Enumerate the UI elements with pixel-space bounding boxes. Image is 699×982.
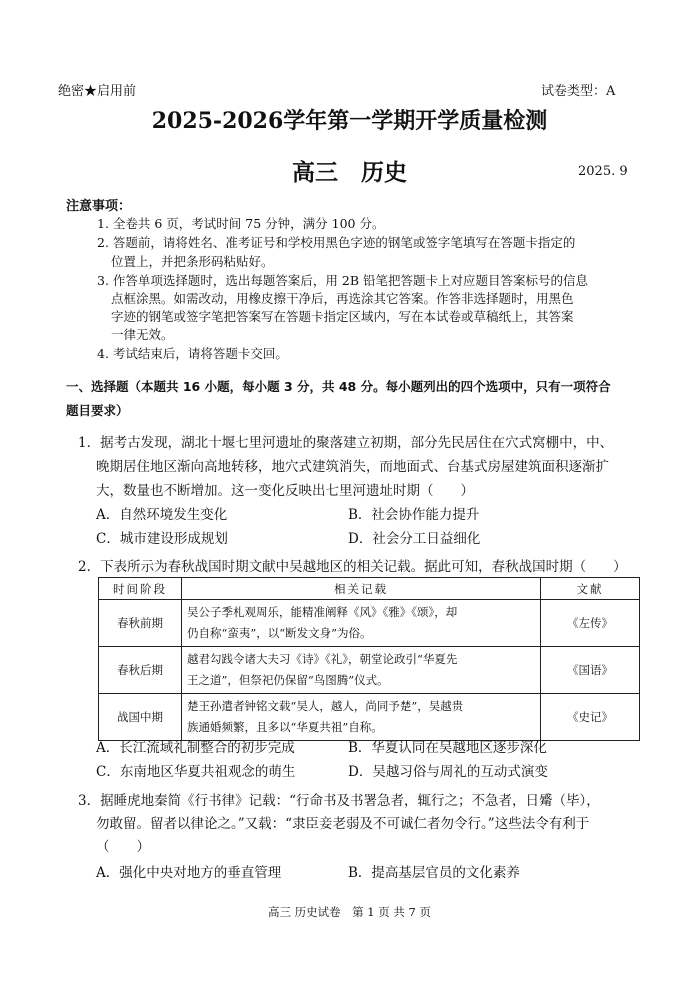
notice-heading: 注意事项： <box>66 199 132 214</box>
table-row <box>99 694 640 741</box>
q3-option-b: B．提高基层官员的文化素养 <box>348 865 520 881</box>
notice-item: 4. 考试结束后，请将答题卡交回。 <box>97 346 288 361</box>
q3-option-a: A．强化中央对地方的垂直管理 <box>96 865 282 881</box>
table-cell-stage: 春秋前期 <box>99 600 182 647</box>
q2-stem: 2．下表所示为春秋战国时期文献中吴越地区的相关记载。据此可知，春秋战国时期（ ） <box>78 559 627 575</box>
notice-item: 一律无效。 <box>111 327 174 342</box>
section-heading-cont: 题目要求） <box>66 403 129 418</box>
notice-item: 1. 全卷共 6 页，考试时间 75 分钟，满分 100 分。 <box>97 216 385 231</box>
record-line: 王之道”，但祭祀仍保留“鸟图腾”仪式。 <box>187 673 389 687</box>
table-header-row <box>99 578 640 600</box>
table-cell-record <box>182 600 541 647</box>
record-line: 越君勾践令诸大夫习《诗》《礼》，朝堂论政引“华夏先 <box>187 652 458 666</box>
q2-records-table <box>98 577 640 741</box>
table-cell-source: 《左传》 <box>541 600 640 647</box>
table-row <box>99 647 640 694</box>
q1-stem: 大，数量也不断增加。这一变化反映出七里河遗址时期（ ） <box>96 483 474 499</box>
q1-option-a: A．自然环境发生变化 <box>96 507 228 523</box>
page-footer: 高三 历史试卷 第 1 页 共 7 页 <box>267 905 432 919</box>
q1-option-b: B．社会协作能力提升 <box>348 507 480 523</box>
table-cell-stage: 春秋后期 <box>99 647 182 694</box>
notice-item: 3. 作答单项选择题时，选出每题答案后，用 2B 铅笔把答题卡上对应题目答案标号的信息 <box>97 273 588 288</box>
q3-stem: 勿敢留。留者以律论之。”又载：“隶臣妾老弱及不可诚仁者勿令行。”这些法令有利于 <box>96 816 590 832</box>
notice-item: 字迹的钢笔或签字笔把答案写在答题卡指定区域内，写在本试卷或草稿纸上，其答案 <box>111 309 574 324</box>
table-header-record: 相关记载 <box>182 578 541 600</box>
q3-stem: 3．据睡虎地秦简《行书律》记载：“行命书及书署急者，辄行之；不急者，日觱（毕）， <box>78 793 600 809</box>
section-heading: 一、选择题（本题共 16 小题，每小题 3 分，共 48 分。每小题列出的四个选项中，只有一项符合 <box>66 379 611 394</box>
q1-option-c: C．城市建设形成规划 <box>96 531 228 547</box>
table-cell-record <box>182 694 541 741</box>
table-cell-stage: 战国中期 <box>99 694 182 741</box>
record-line: 仍自称“蛮夷”，以“断发文身”为俗。 <box>187 626 372 640</box>
q1-stem: 晚期居住地区渐向高地转移，地穴式建筑消失，而地面式、台基式房屋建筑面积逐渐扩 <box>96 459 609 475</box>
table-header-source: 文献 <box>541 578 640 600</box>
notice-item: 点框涂黑。如需改动，用橡皮擦干净后，再选涂其它答案。作答非选择题时，用黑色 <box>111 291 574 306</box>
record-line: 吴公子季札观周乐，能精准阐释《风》《雅》《颂》，却 <box>187 605 458 619</box>
exam-date: 2025. 9 <box>578 164 628 179</box>
q2-option-a: A．长江流域礼制整合的初步完成 <box>96 740 295 756</box>
q3-stem: （ ） <box>96 839 150 855</box>
table-cell-source: 《史记》 <box>541 694 640 741</box>
notice-item: 2. 答题前，请将姓名、准考证号和学校用黑色字迹的钢笔或签字笔填写在答题卡指定的 <box>97 235 576 250</box>
table-cell-record <box>182 647 541 694</box>
record-line: 族通婚频繁，且多以“华夏共祖”自称。 <box>187 720 383 734</box>
table-header-stage: 时间阶段 <box>99 578 182 600</box>
q2-option-c: C．东南地区华夏共祖观念的萌生 <box>96 764 296 780</box>
q2-option-d: D．吴越习俗与周礼的互动式演变 <box>348 764 548 780</box>
table-row <box>99 600 640 647</box>
notice-item: 位置上，并把条形码粘贴好。 <box>111 254 274 269</box>
q1-stem: 1．据考古发现，湖北十堰七里河遗址的聚落建立初期，部分先民居住在穴式窝棚中，中、 <box>78 435 614 451</box>
q1-option-d: D．社会分工日益细化 <box>348 531 481 547</box>
subject-title: 高三 历史 <box>292 159 407 186</box>
paper-type-label: 试卷类型：A <box>541 84 616 99</box>
record-line: 楚王孙遣者钟铭文载“吴人，越人，尚同予楚”，吴越贵 <box>187 699 464 713</box>
secrecy-label: 绝密★启用前 <box>58 84 137 99</box>
table-cell-source: 《国语》 <box>541 647 640 694</box>
q2-option-b: B．华夏认同在吴越地区逐步深化 <box>348 740 547 756</box>
exam-title: 2025-2026学年第一学期开学质量检测 <box>151 108 548 134</box>
